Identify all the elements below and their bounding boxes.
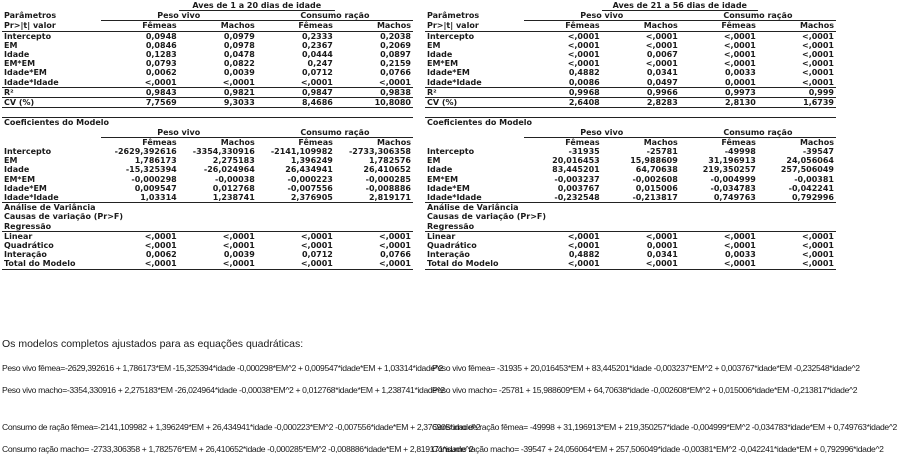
value-cell: <,0001 <box>801 59 834 69</box>
row-label: Idade*Idade <box>425 193 524 203</box>
value-cell: 0,0341 <box>646 68 678 78</box>
r2-row <box>425 87 836 97</box>
row-label: Quadrático <box>427 241 477 251</box>
value-cell: <,0001 <box>567 40 600 50</box>
value-cell: -31935 <box>568 147 600 157</box>
r2-row <box>2 87 413 97</box>
value-cell: 1,03314 <box>101 193 179 203</box>
row-label: Interação <box>4 250 47 260</box>
row-label: Linear <box>427 231 456 241</box>
group-peso-vivo: Peso vivo <box>524 128 680 138</box>
column-header: Fêmeas <box>257 21 335 31</box>
row-label: Idade <box>4 165 30 175</box>
value-cell: <,0001 <box>680 259 758 269</box>
coef-column-row <box>2 137 413 147</box>
column-header: Machos <box>220 137 255 147</box>
row-label: Idade <box>427 165 453 175</box>
group-header-row <box>425 11 836 21</box>
value-cell: <,0001 <box>723 241 756 251</box>
row-label: Idade*EM <box>4 68 47 78</box>
column-header: Machos <box>643 137 678 147</box>
value-cell: 0,0341 <box>646 250 678 260</box>
value-cell: 10,8080 <box>335 98 413 108</box>
row-label: Intercepto <box>427 147 475 157</box>
value-cell: 1,786173 <box>134 156 177 166</box>
row-label: Idade <box>427 50 453 60</box>
value-cell: 0,4882 <box>568 68 600 78</box>
value-cell: 0,0062 <box>145 68 177 78</box>
coef-row <box>425 165 836 174</box>
regression-label: Regressão <box>2 222 413 232</box>
value-cell: 9,3033 <box>179 98 257 108</box>
group-peso-vivo: Peso vivo <box>524 11 680 21</box>
row-label: EM <box>4 156 18 166</box>
value-cell: 0,247 <box>307 59 333 69</box>
equation-right-3: Consumo de ração fêmea= -49998 + 31,196913*EM + 219,350257*idade -0,004999*EM^2 -0,034783*idade*EM + 0,749763*idade^2 <box>432 422 897 432</box>
value-cell: 0,999 <box>758 87 836 97</box>
anova-title: Análise de Variância <box>4 203 96 213</box>
value-cell: 0,0039 <box>223 68 255 78</box>
value-cell: 0,0948 <box>145 31 177 41</box>
table-title: Aves de 1 a 20 dias de idade <box>179 1 335 11</box>
value-cell: 1,6739 <box>758 98 836 108</box>
value-cell: 0,0001 <box>680 78 758 88</box>
causes-row <box>425 212 836 221</box>
value-cell: 2,6408 <box>524 98 602 108</box>
column-header: Machos <box>799 137 834 147</box>
equation-left-1: Peso vivo fêmea=-2629,392616 + 1,786173*EM -15,325394*idade -0,000298*EM^2 + 0,009547*idade*EM + 1,03314*idade^2 <box>2 363 443 373</box>
pvalue-row <box>2 59 413 68</box>
value-cell: <,0001 <box>723 231 756 241</box>
value-cell: -25781 <box>646 147 678 157</box>
causes-label: Causas de variação (Pr>F) <box>427 212 547 222</box>
value-cell: 0,0039 <box>223 250 255 260</box>
value-cell: 0,003767 <box>557 183 600 193</box>
coef-group-row <box>2 128 413 138</box>
value-cell: 0,0497 <box>602 78 680 88</box>
value-cell: -0,003237 <box>554 174 600 184</box>
value-cell: -39547 <box>802 147 834 157</box>
value-cell: -2629,392616 <box>114 147 177 157</box>
value-cell: <,0001 <box>723 31 756 41</box>
value-cell: 0,0712 <box>301 250 333 260</box>
value-cell: 1,238741 <box>179 193 257 203</box>
value-cell: 0,0846 <box>145 40 177 50</box>
value-cell: <,0001 <box>723 40 756 50</box>
coef-group-row <box>425 128 836 138</box>
row-label: EM <box>427 156 441 166</box>
equation-left-4: Consumo ração macho= -2733,306358 + 1,782576*EM + 26,410652*idade -0,000285*EM^2 -0,008886*idade*EM + 2,819171*idade^2 <box>2 444 474 454</box>
value-cell: <,0001 <box>645 59 678 69</box>
column-header: Fêmeas <box>101 21 179 31</box>
column-header: Machos <box>335 21 413 31</box>
value-cell: 1,396249 <box>290 156 333 166</box>
anova-row <box>425 259 836 269</box>
group-consumo-racao: Consumo ração <box>257 128 413 138</box>
value-cell: 0,012768 <box>212 183 255 193</box>
value-cell: 0,9968 <box>524 87 602 97</box>
value-cell: 0,2333 <box>301 31 333 41</box>
value-cell: <,0001 <box>179 259 257 269</box>
value-cell: 0,9847 <box>257 87 335 97</box>
anova-title: Análise de Variância <box>427 203 519 213</box>
column-header: Machos <box>376 137 411 147</box>
value-cell: 0,0033 <box>724 68 756 78</box>
column-header: Fêmeas <box>142 137 177 147</box>
row-label: Total do Modelo <box>425 259 524 269</box>
row-label: Linear <box>4 231 33 241</box>
coef-row <box>425 184 836 193</box>
anova-row <box>2 250 413 259</box>
value-cell: 0,9838 <box>335 87 413 97</box>
coef-row <box>2 156 413 165</box>
value-cell: <,0001 <box>602 259 680 269</box>
value-cell: <,0001 <box>801 31 834 41</box>
row-label: Total do Modelo <box>2 259 101 269</box>
value-cell: -0,000285 <box>365 174 411 184</box>
cv-row <box>425 98 836 108</box>
value-cell: <,0001 <box>801 50 834 60</box>
row-label: Interação <box>427 250 470 260</box>
value-cell: <,0001 <box>144 231 177 241</box>
pvalue-row <box>425 68 836 77</box>
value-cell: <,0001 <box>257 259 335 269</box>
value-cell: -3354,330916 <box>192 147 255 157</box>
value-cell: 0,9821 <box>179 87 257 97</box>
value-cell: -0,034783 <box>710 183 756 193</box>
pvalue-row <box>2 50 413 59</box>
value-cell: 0,0766 <box>380 250 411 260</box>
value-cell: 20,016453 <box>552 156 600 166</box>
value-cell: <,0001 <box>524 259 602 269</box>
value-cell: 2,8283 <box>602 98 680 108</box>
column-header-row <box>425 21 836 31</box>
coef-row <box>2 193 413 203</box>
value-cell: 0,0001 <box>646 241 678 251</box>
equation-right-1: Peso vivo fêmea= -31935 + 20,016453*EM + 83,445201*idade -0,003237*EM^2 + 0,003767*idade*EM -0,232548*idade^2 <box>432 363 860 373</box>
value-cell: <,0001 <box>567 241 600 251</box>
value-cell: <,0001 <box>567 31 600 41</box>
value-cell: <,0001 <box>378 241 411 251</box>
parameters-label: Parâmetros <box>4 11 57 21</box>
value-cell: 0,9973 <box>680 87 758 97</box>
value-cell: 24,056064 <box>786 156 834 166</box>
value-cell: -2733,306358 <box>348 147 411 157</box>
pvalue-row <box>425 59 836 68</box>
coef-column-row <box>425 137 836 147</box>
value-cell: <,0001 <box>378 231 411 241</box>
row-label: Idade*Idade <box>2 193 101 203</box>
group-peso-vivo: Peso vivo <box>101 11 257 21</box>
value-cell: 0,009547 <box>134 183 177 193</box>
value-cell: 26,434941 <box>285 165 333 175</box>
value-cell: 0,4882 <box>568 250 600 260</box>
value-cell: <,0001 <box>801 40 834 50</box>
value-cell: 0,9966 <box>602 87 680 97</box>
value-cell: 1,782576 <box>368 156 411 166</box>
value-cell: <,0001 <box>723 59 756 69</box>
value-cell: <,0001 <box>801 231 834 241</box>
row-label: Idade*EM <box>427 183 470 193</box>
value-cell: <,0001 <box>335 78 413 88</box>
value-cell: 0,0766 <box>380 68 411 78</box>
column-header: Fêmeas <box>721 137 756 147</box>
group-consumo-racao: Consumo ração <box>680 128 836 138</box>
row-label: Idade*Idade <box>2 78 101 88</box>
value-cell: -0,00381 <box>794 174 834 184</box>
value-cell: -0,042241 <box>788 183 834 193</box>
row-label: Quadrático <box>4 241 54 251</box>
anova-row <box>425 250 836 259</box>
value-cell: 0,792996 <box>758 193 836 203</box>
left-panel <box>2 1 413 270</box>
pvalue-row <box>2 31 413 41</box>
value-cell: 8,4686 <box>257 98 335 108</box>
value-cell: 0,0793 <box>145 59 177 69</box>
value-cell: 0,0067 <box>646 50 678 60</box>
value-cell: 2,275183 <box>212 156 255 166</box>
value-cell: <,0001 <box>222 231 255 241</box>
value-cell: -0,000298 <box>131 174 177 184</box>
value-cell: 2,376905 <box>257 193 335 203</box>
value-cell: 0,0033 <box>724 250 756 260</box>
value-cell: <,0001 <box>801 250 834 260</box>
value-cell: 31,196913 <box>708 156 756 166</box>
anova-row <box>2 241 413 250</box>
value-cell: <,0001 <box>567 59 600 69</box>
row-label: CV (%) <box>2 98 101 108</box>
row-label: Idade <box>4 50 30 60</box>
pvalue-row <box>2 41 413 50</box>
value-cell: 0,0978 <box>223 40 255 50</box>
value-cell: -0,232548 <box>524 193 602 203</box>
anova-row <box>2 259 413 269</box>
row-label: EM <box>4 40 18 50</box>
value-cell: 2,8130 <box>680 98 758 108</box>
value-cell: 2,819171 <box>335 193 413 203</box>
value-cell: -0,213817 <box>602 193 680 203</box>
value-cell: <,0001 <box>801 68 834 78</box>
coef-row <box>2 175 413 184</box>
value-cell: 83,445201 <box>552 165 600 175</box>
column-header: Machos <box>758 21 836 31</box>
column-header: Fêmeas <box>298 137 333 147</box>
value-cell: 0,0086 <box>524 78 602 88</box>
value-cell: 0,2069 <box>380 40 411 50</box>
row-label: CV (%) <box>425 98 524 108</box>
row-label: EM*EM <box>4 59 36 69</box>
value-cell: <,0001 <box>758 259 836 269</box>
anova-title-row <box>2 203 413 213</box>
row-label: Idade*EM <box>4 183 47 193</box>
row-label: EM*EM <box>427 59 459 69</box>
value-cell: <,0001 <box>300 241 333 251</box>
value-cell: <,0001 <box>144 241 177 251</box>
value-cell: 0,015006 <box>635 183 678 193</box>
pvalue-row <box>425 78 836 88</box>
group-consumo-racao: Consumo ração <box>257 11 413 21</box>
coef-title: Coeficientes do Modelo <box>2 118 257 128</box>
coef-title-row <box>425 118 836 128</box>
table-title-row <box>2 1 413 11</box>
value-cell: <,0001 <box>257 78 335 88</box>
pvalue-row <box>425 41 836 50</box>
value-cell: -0,000223 <box>287 174 333 184</box>
value-cell: -0,002608 <box>632 174 678 184</box>
equation-left-3: Consumo de ração fêmea=-2141,109982 + 1,396249*EM + 26,434941*idade -0,000223*EM^2 -0,007556*idade*EM + 2,376905*idade^2 <box>2 422 481 432</box>
pvalue-row <box>2 68 413 77</box>
value-cell: 0,0979 <box>223 31 255 41</box>
value-cell: 26,410652 <box>363 165 411 175</box>
value-cell: <,0001 <box>645 31 678 41</box>
coef-row <box>2 165 413 174</box>
regression-row <box>2 222 413 232</box>
value-cell: 0,2159 <box>380 59 411 69</box>
coef-row <box>2 147 413 156</box>
row-label: Intercepto <box>4 147 52 157</box>
right-panel <box>425 1 836 270</box>
table-title-row <box>425 1 836 11</box>
column-header: Fêmeas <box>524 21 602 31</box>
value-cell: -26,024964 <box>203 165 255 175</box>
value-cell: <,0001 <box>645 40 678 50</box>
coef-row <box>425 193 836 203</box>
row-label: EM*EM <box>4 174 36 184</box>
row-label: R² <box>425 87 524 97</box>
value-cell: 0,0478 <box>223 50 255 60</box>
value-cell: 0,2367 <box>301 40 333 50</box>
cv-row <box>2 98 413 108</box>
value-cell: 15,988609 <box>630 156 678 166</box>
row-label: EM*EM <box>427 174 459 184</box>
coef-row <box>2 184 413 193</box>
value-cell: 257,506049 <box>780 165 834 175</box>
column-header: Machos <box>602 21 680 31</box>
row-label: Intercepto <box>427 31 475 41</box>
value-cell: 0,0712 <box>301 68 333 78</box>
value-cell: <,0001 <box>222 241 255 251</box>
group-header-row <box>2 11 413 21</box>
row-label: EM <box>427 40 441 50</box>
value-cell: -2141,109982 <box>270 147 333 157</box>
anova-title-row <box>425 203 836 213</box>
value-cell: -49998 <box>724 147 756 157</box>
value-cell: -0,008886 <box>365 183 411 193</box>
group-consumo-racao: Consumo ração <box>680 11 836 21</box>
equation-left-2: Peso vivo macho=-3354,330916 + 2,275183*EM -26,024964*idade -0,00038*EM^2 + 0,012768*idade*EM + 1,238741*idade^2 <box>2 385 445 395</box>
stats-table <box>425 1 836 270</box>
causes-row <box>2 212 413 221</box>
value-cell: 0,749763 <box>680 193 758 203</box>
value-cell: 0,0897 <box>380 50 411 60</box>
column-header-row <box>2 21 413 31</box>
column-header: Machos <box>179 21 257 31</box>
equation-right-4: Consumo ração macho= -39547 + 24,056064*EM + 257,506049*idade -0,00381*EM^2 -0,042241*idade*EM + 0,792996*idade^2 <box>432 444 884 454</box>
value-cell: <,0001 <box>801 241 834 251</box>
value-cell: <,0001 <box>567 50 600 60</box>
value-cell: -0,004999 <box>710 174 756 184</box>
equations-title: Os modelos completos ajustados para as equações quadráticas: <box>2 338 304 350</box>
anova-row <box>425 231 836 241</box>
value-cell: 0,0062 <box>145 250 177 260</box>
coef-row <box>425 175 836 184</box>
value-cell: 7,7569 <box>101 98 179 108</box>
value-cell: 0,0822 <box>223 59 255 69</box>
value-cell: <,0001 <box>645 231 678 241</box>
value-cell: -15,325394 <box>125 165 177 175</box>
value-cell: <,0001 <box>101 259 179 269</box>
value-cell: <,0001 <box>300 231 333 241</box>
value-cell: 219,350257 <box>702 165 756 175</box>
value-cell: <,0001 <box>723 50 756 60</box>
anova-row <box>425 241 836 250</box>
coef-row <box>425 147 836 156</box>
group-peso-vivo: Peso vivo <box>101 128 257 138</box>
coef-title: Coeficientes do Modelo <box>425 118 680 128</box>
value-cell: 0,2038 <box>380 31 411 41</box>
pvalue-row <box>2 78 413 88</box>
coef-row <box>425 156 836 165</box>
pvalue-row <box>425 50 836 59</box>
value-cell: <,0001 <box>567 231 600 241</box>
row-label: Idade*Idade <box>425 78 524 88</box>
pvalue-row <box>425 31 836 41</box>
table-title: Aves de 21 a 56 dias de idade <box>602 1 758 11</box>
value-cell: <,0001 <box>335 259 413 269</box>
column-header: Fêmeas <box>565 137 600 147</box>
column-header: Fêmeas <box>680 21 758 31</box>
stats-table <box>2 1 413 270</box>
pvalue-label: Pr>|t| valor <box>425 21 524 31</box>
value-cell: <,0001 <box>101 78 179 88</box>
value-cell: 0,9843 <box>101 87 179 97</box>
row-label: Idade*EM <box>427 68 470 78</box>
value-cell: 0,1283 <box>145 50 177 60</box>
value-cell: 0,0444 <box>301 50 333 60</box>
value-cell: -0,007556 <box>287 183 333 193</box>
equation-right-2: Peso vivo macho= -25781 + 15,988609*EM + 64,70638*idade -0,002608*EM^2 + 0,015006*idade*EM -0,213817*idade^2 <box>432 385 858 395</box>
row-label: Intercepto <box>4 31 52 41</box>
regression-row <box>425 222 836 232</box>
value-cell: <,0001 <box>179 78 257 88</box>
value-cell: 64,70638 <box>635 165 678 175</box>
regression-label: Regressão <box>425 222 836 232</box>
pvalue-label: Pr>|t| valor <box>2 21 101 31</box>
value-cell: -0,00038 <box>215 174 255 184</box>
anova-row <box>2 231 413 241</box>
coef-title-row <box>2 118 413 128</box>
parameters-label: Parâmetros <box>427 11 480 21</box>
causes-label: Causas de variação (Pr>F) <box>4 212 124 222</box>
value-cell: <,0001 <box>758 78 836 88</box>
row-label: R² <box>2 87 101 97</box>
